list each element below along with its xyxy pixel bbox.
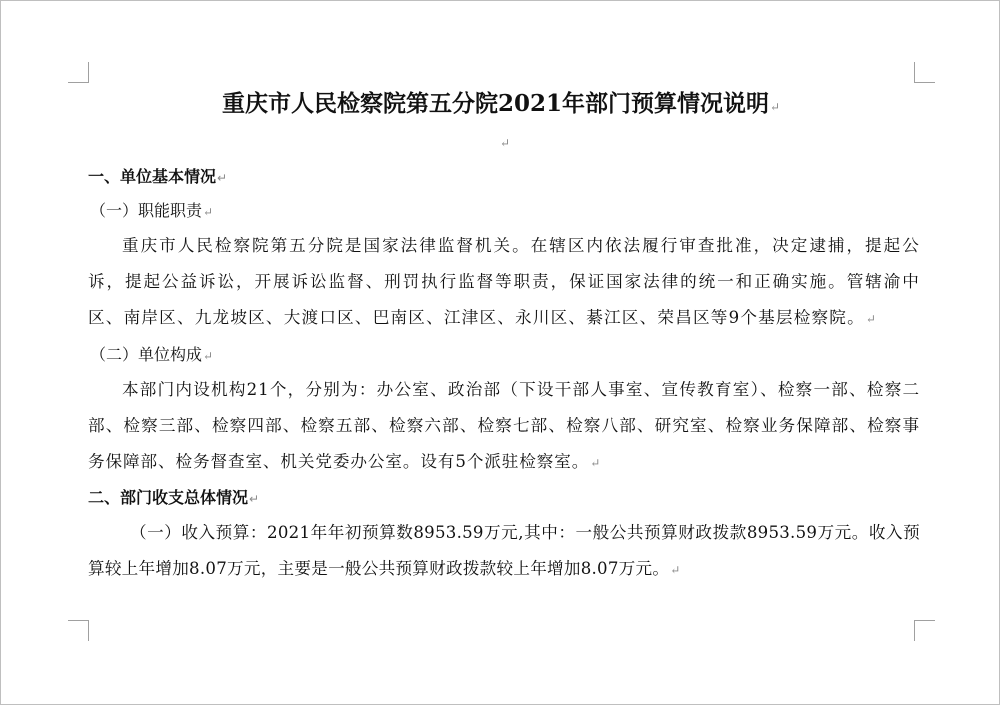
- crop-mark-bottom-left: [68, 620, 89, 641]
- subsection-heading-duties: [88, 194, 920, 228]
- paragraph-mark-icon: ↵: [203, 348, 214, 363]
- document-body: [88, 160, 920, 589]
- crop-mark-top-left: [68, 62, 89, 83]
- paragraph-structure: [88, 372, 920, 482]
- subsection-heading-text: （二）单位构成: [90, 344, 203, 364]
- crop-mark-bottom-right: [914, 620, 935, 641]
- paragraph-duties: [88, 228, 920, 338]
- paragraph-mark-icon: ↵: [769, 100, 781, 114]
- paragraph-mark-icon: ↵: [590, 456, 602, 471]
- paragraph-text: 本部门内设机构21个，分别为：办公室、政治部（下设干部人事室、宣传教育室）、检察一部、检察二部、检察三部、检察四部、检察五部、检察六部、检察七部、检察八部、研究室、检察业务保障部、检察事务保障部、检务督查室、机关党委办公室。设有5个派驻检察室。: [88, 379, 920, 472]
- paragraph-mark-icon: ↵: [500, 136, 511, 150]
- paragraph-mark-icon: ↵: [203, 205, 214, 219]
- section-heading-2: [88, 481, 920, 515]
- paragraph-mark-icon: ↵: [670, 563, 681, 578]
- paragraph-income-budget: [88, 515, 920, 588]
- section-heading-text: 二、部门收支总体情况: [88, 488, 249, 508]
- section-heading-text: 一、单位基本情况: [88, 167, 217, 186]
- paragraph-text: （一）收入预算：2021年年初预算数8953.59万元,其中：一般公共预算财政拨款8953.59万元。收入预算较上年增加8.07万元，主要是一般公共预算财政拨款较上年增加8.07万元。: [88, 523, 920, 579]
- subsection-heading-text: （一）职能职责: [90, 201, 203, 220]
- paragraph-mark-icon: ↵: [217, 171, 228, 185]
- section-heading-1: [88, 160, 920, 194]
- paragraph-text: 重庆市人民检察院第五分院是国家法律监督机关。在辖区内依法履行审查批准，决定逮捕，提起公诉，提起公益诉讼，开展诉讼监督、刑罚执行监督等职责，保证国家法律的统一和正确实施。管辖渝中区、南岸区、九龙坡区、大渡口区、巴南区、江津区、永川区、綦江区、荣昌区等9个基层检察院。: [88, 236, 920, 328]
- crop-mark-top-right: [914, 62, 935, 83]
- document-title-text: 重庆市人民检察院第五分院2021年部门预算情况说明: [221, 90, 769, 117]
- subsection-heading-structure: [88, 338, 920, 372]
- document-title: [88, 88, 914, 123]
- paragraph-mark-icon: ↵: [249, 492, 260, 507]
- paragraph-mark-icon: ↵: [865, 312, 878, 327]
